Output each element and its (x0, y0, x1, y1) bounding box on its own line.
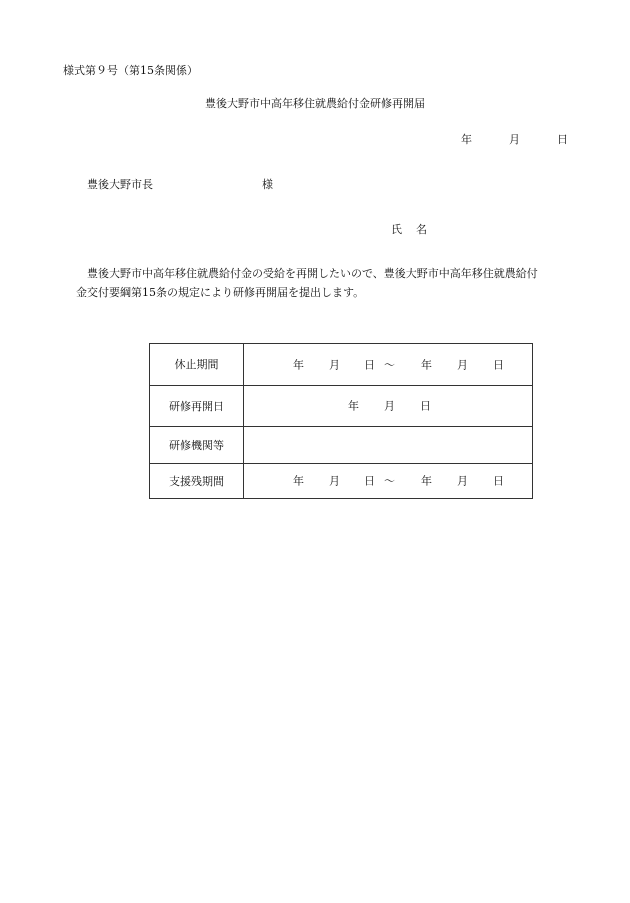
start-month-label: 月 (329, 358, 340, 371)
table-row-suspension-period (150, 344, 533, 386)
start-year-label: 年 (293, 474, 304, 488)
body-text-line-1: 豊後大野市中高年移住就農給付金の受給を再開したいので、豊後大野市中高年移住就農給付 (87, 267, 538, 280)
start-year-label: 年 (293, 358, 304, 371)
range-tilde: ～ (384, 358, 395, 371)
info-table (149, 343, 533, 499)
resume-year-label: 年 (348, 399, 359, 413)
range-tilde: ～ (384, 474, 395, 488)
table-value-suspension-period (244, 344, 533, 386)
table-row-training-institution (150, 427, 533, 464)
start-day-label: 日 (364, 358, 375, 371)
end-month-label: 月 (457, 474, 468, 488)
recipient-honorific: 様 (262, 178, 273, 191)
resume-month-label: 月 (384, 399, 395, 413)
start-day-label: 日 (364, 474, 375, 488)
applicant-name-label-first: 氏 (391, 223, 402, 236)
table-label-resume-date: 研修再開日 (150, 386, 244, 427)
document-title: 豊後大野市中高年移住就農給付金研修再開届 (205, 97, 425, 110)
table-row-resume-date (150, 386, 533, 427)
table-label-suspension-period: 休止期間 (150, 344, 244, 386)
end-month-label: 月 (457, 358, 468, 371)
date-day-label: 日 (557, 133, 568, 146)
table-label-training-institution: 研修機関等 (150, 427, 244, 464)
table-label-remaining-support-period: 支援残期間 (150, 464, 244, 499)
table-value-resume-date (244, 386, 533, 427)
resume-day-label: 日 (420, 399, 431, 413)
table-value-remaining-support-period (244, 464, 533, 499)
end-year-label: 年 (421, 358, 432, 371)
table-value-training-institution (244, 427, 533, 464)
date-month-label: 月 (509, 133, 520, 146)
date-year-label: 年 (461, 133, 472, 146)
end-year-label: 年 (421, 474, 432, 488)
recipient-name: 豊後大野市長 (87, 178, 153, 191)
end-day-label: 日 (493, 358, 504, 371)
start-month-label: 月 (329, 474, 340, 488)
applicant-name-label-second: 名 (416, 223, 427, 236)
end-day-label: 日 (493, 474, 504, 488)
table-row-remaining-support-period (150, 464, 533, 499)
body-text-line-2: 金交付要綱第15条の規定により研修再開届を提出します。 (76, 286, 365, 299)
form-number: 様式第９号（第15条関係） (63, 64, 198, 77)
